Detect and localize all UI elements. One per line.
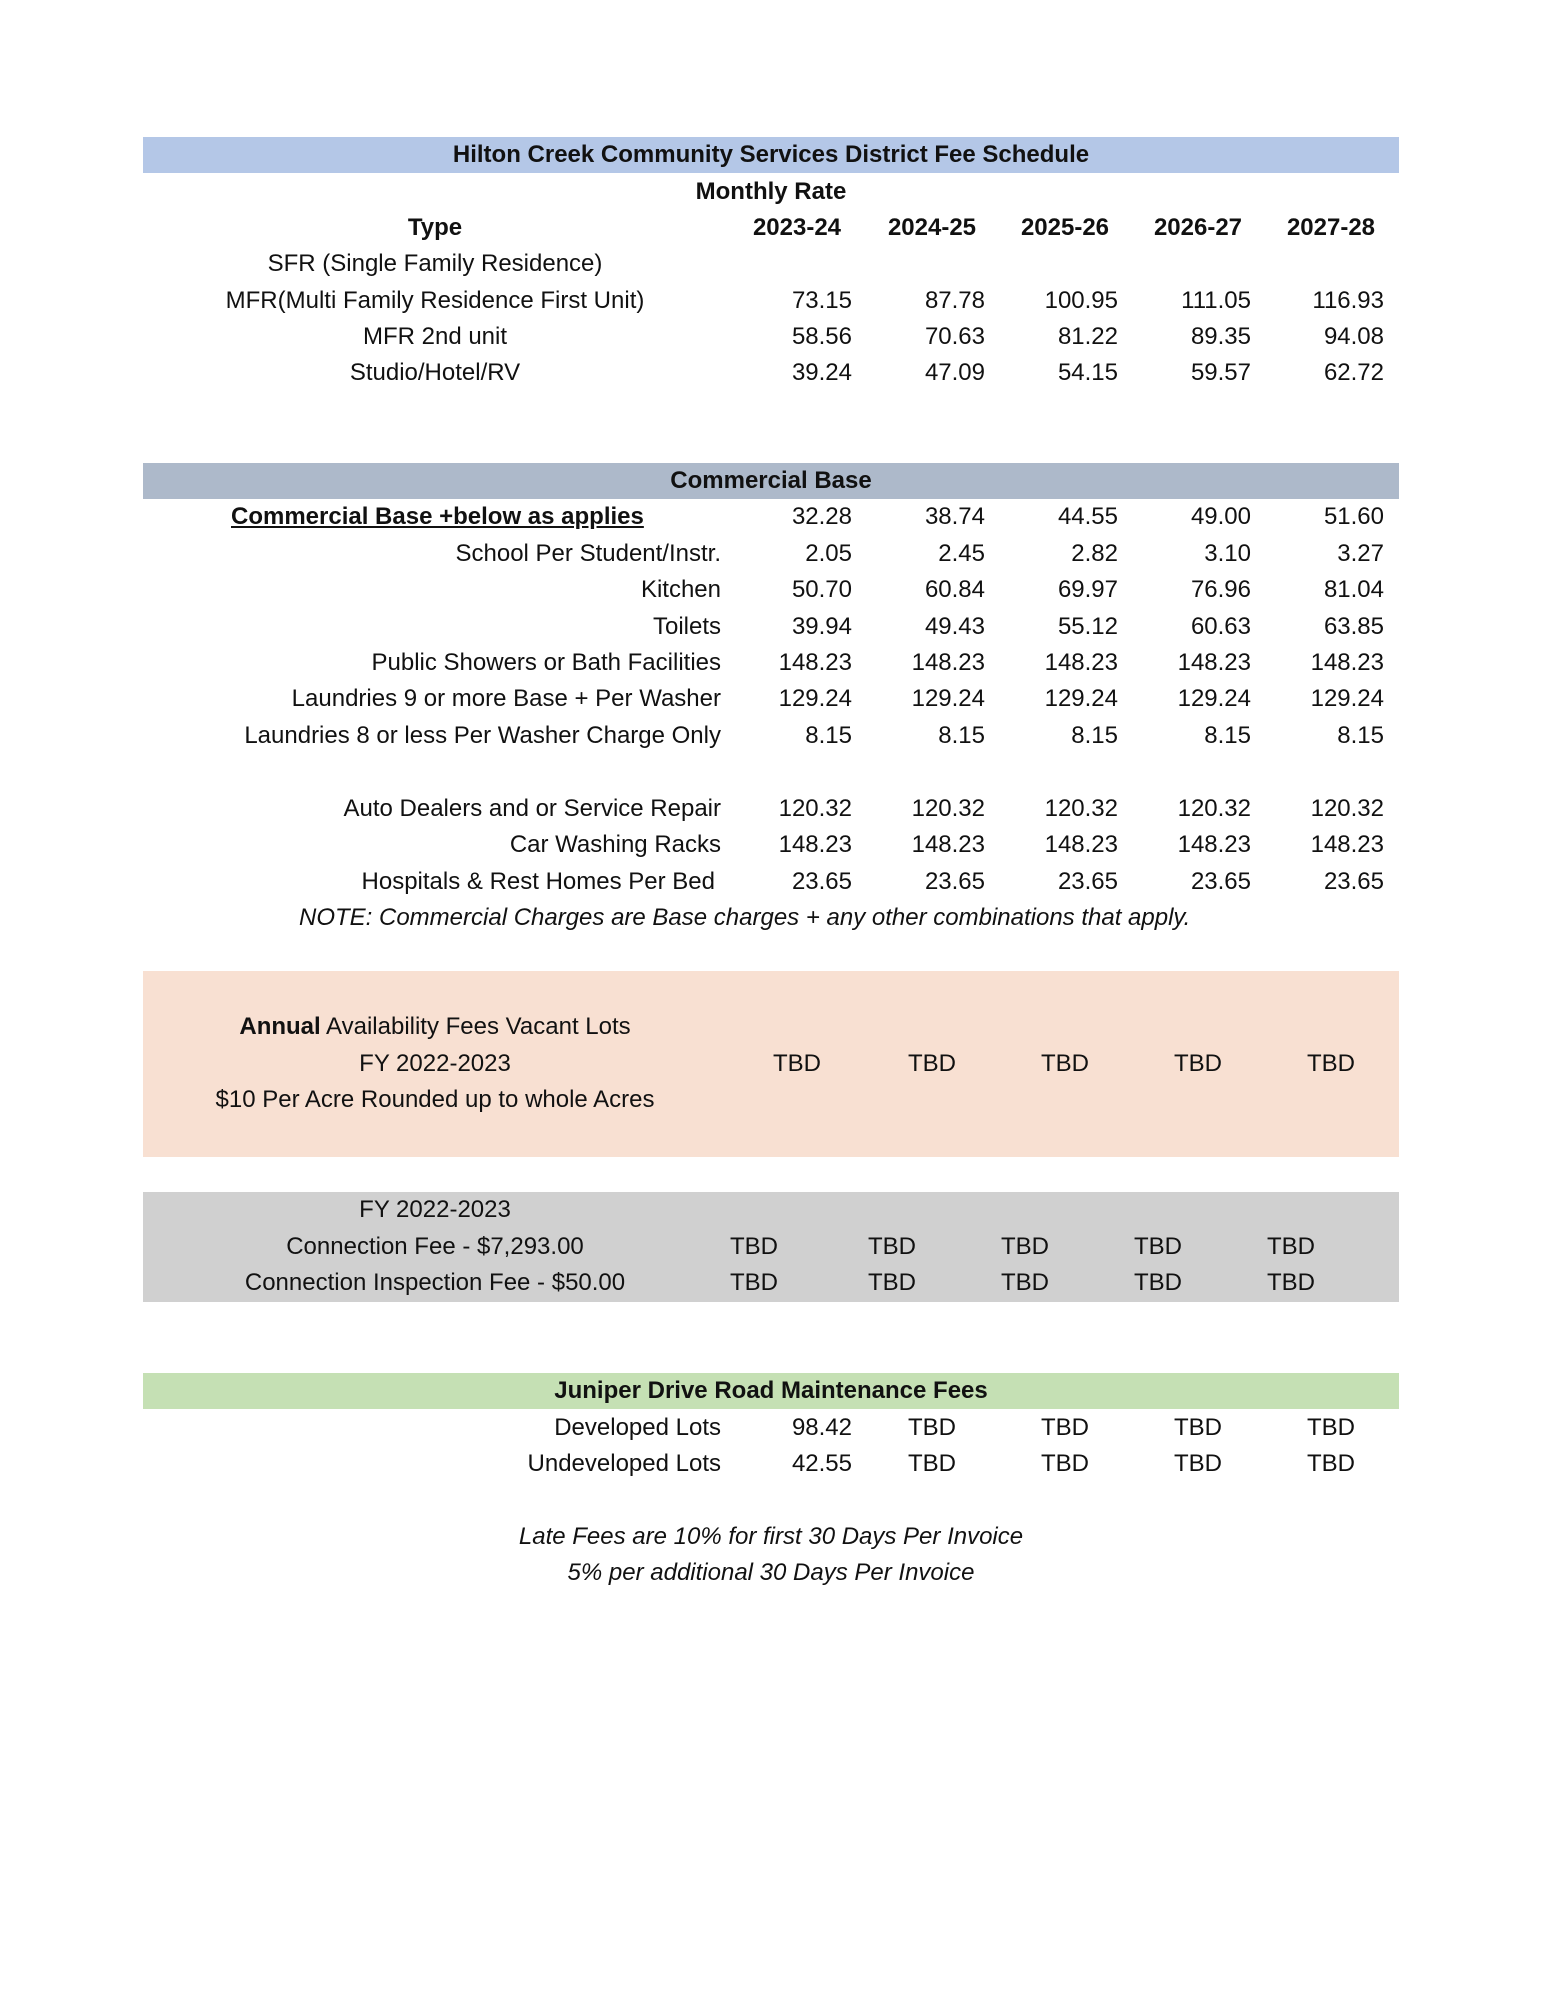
tbd-value: TBD [1041, 1450, 1089, 1477]
rate-value: 87.78 [924, 287, 985, 314]
tbd-value: TBD [1307, 1050, 1355, 1077]
rate-value: 3.10 [1204, 540, 1251, 567]
rate-value: 73.15 [791, 287, 852, 314]
tbd-value: TBD [1001, 1269, 1049, 1296]
rate-value: 129.24 [1310, 685, 1384, 712]
rate-value: 49.43 [924, 613, 985, 640]
row-label: Developed Lots [554, 1414, 721, 1441]
rate-value: 148.23 [1044, 831, 1118, 858]
rate-value: 76.96 [1190, 576, 1251, 603]
residential-row [0, 283, 1546, 319]
rate-value: 49.00 [1190, 503, 1251, 530]
rate-value: 81.22 [1057, 323, 1118, 350]
tbd-value: TBD [908, 1414, 956, 1441]
residential-row [0, 319, 1546, 355]
rate-value: 129.24 [911, 685, 985, 712]
rate-value: 2.05 [805, 540, 852, 567]
rate-value: 50.70 [791, 576, 852, 603]
rate-value: 148.23 [1310, 831, 1384, 858]
rate-value: 120.32 [911, 795, 985, 822]
rate-value: 129.24 [1177, 685, 1251, 712]
rate-value: 120.32 [778, 795, 852, 822]
connection-row [0, 1265, 1546, 1301]
rate-value: 58.56 [791, 323, 852, 350]
year-header-row [0, 210, 1546, 246]
rate-value: 62.72 [1323, 359, 1384, 386]
commercial-row [0, 572, 1546, 608]
rate-value: 120.32 [1044, 795, 1118, 822]
tbd-value: TBD [1134, 1269, 1182, 1296]
rate-value: 70.63 [924, 323, 985, 350]
commercial-row [0, 645, 1546, 681]
tbd-value: TBD [1307, 1450, 1355, 1477]
availability-row [0, 1046, 1546, 1082]
rate-value: 8.15 [938, 722, 985, 749]
year-header: 2024-25 [887, 214, 977, 241]
rate-value: 3.27 [1337, 540, 1384, 567]
monthly-rate-label: Monthly Rate [695, 178, 847, 205]
rate-value: 42.55 [791, 1450, 852, 1477]
rate-value: 63.85 [1323, 613, 1384, 640]
tbd-value: TBD [1041, 1414, 1089, 1441]
residential-row [0, 355, 1546, 391]
row-label: Kitchen [640, 576, 721, 603]
rate-value: 23.65 [1057, 868, 1118, 895]
rate-value: 8.15 [805, 722, 852, 749]
availability-fy: FY 2022-2023 [359, 1050, 511, 1077]
rate-value: 148.23 [911, 831, 985, 858]
rate-value: 38.74 [924, 503, 985, 530]
schedule-title: Hilton Creek Community Services District Fee Schedule [452, 141, 1090, 168]
row-label: Undeveloped Lots [527, 1450, 721, 1477]
type-header: Type [407, 214, 463, 241]
tbd-value: TBD [1001, 1233, 1049, 1260]
tbd-value: TBD [908, 1450, 956, 1477]
tbd-value: TBD [908, 1050, 956, 1077]
rate-value: 39.24 [791, 359, 852, 386]
tbd-value: TBD [1174, 1050, 1222, 1077]
commercial-row [0, 681, 1546, 717]
tbd-value: TBD [730, 1269, 778, 1296]
commercial-row [0, 609, 1546, 645]
row-label: Laundries 8 or less Per Washer Charge Only [244, 722, 721, 749]
rate-value: 55.12 [1057, 613, 1118, 640]
row-label: Connection Inspection Fee - $50.00 [244, 1269, 626, 1296]
juniper-header: Juniper Drive Road Maintenance Fees [554, 1377, 988, 1404]
row-label: Auto Dealers and or Service Repair [343, 795, 721, 822]
rate-value: 8.15 [1204, 722, 1251, 749]
rate-value: 129.24 [1044, 685, 1118, 712]
row-label: Public Showers or Bath Facilities [371, 649, 721, 676]
commercial-row [0, 791, 1546, 827]
commercial-base-row [0, 499, 1546, 535]
residential-row [0, 246, 1546, 282]
tbd-value: TBD [1041, 1050, 1089, 1077]
tbd-value: TBD [1267, 1233, 1315, 1260]
commercial-row [0, 536, 1546, 572]
row-label: MFR 2nd unit [362, 323, 508, 350]
rate-value: 8.15 [1071, 722, 1118, 749]
rate-value: 148.23 [1310, 649, 1384, 676]
rate-value: 39.94 [791, 613, 852, 640]
commercial-row [0, 864, 1546, 900]
rate-value: 148.23 [778, 831, 852, 858]
rate-value: 148.23 [778, 649, 852, 676]
rate-value: 23.65 [1190, 868, 1251, 895]
rate-value: 47.09 [924, 359, 985, 386]
rate-value: 44.55 [1057, 503, 1118, 530]
availability-rule: $10 Per Acre Rounded up to whole Acres [215, 1086, 655, 1113]
commercial-row [0, 718, 1546, 754]
rate-value: 51.60 [1323, 503, 1384, 530]
rate-value: 59.57 [1190, 359, 1251, 386]
tbd-value: TBD [1174, 1414, 1222, 1441]
rate-value: 89.35 [1190, 323, 1251, 350]
row-label: Connection Fee - $7,293.00 [286, 1233, 584, 1260]
year-header: 2027-28 [1286, 214, 1376, 241]
rate-value: 81.04 [1323, 576, 1384, 603]
juniper-row [0, 1446, 1546, 1482]
rate-value: 120.32 [1310, 795, 1384, 822]
late-fee-note: 5% per additional 30 Days Per Invoice [567, 1559, 975, 1586]
juniper-row [0, 1410, 1546, 1446]
rate-value: 120.32 [1177, 795, 1251, 822]
rate-value: 129.24 [778, 685, 852, 712]
rate-value: 148.23 [1177, 649, 1251, 676]
rate-value: 98.42 [791, 1414, 852, 1441]
rate-value: 148.23 [1177, 831, 1251, 858]
tbd-value: TBD [1307, 1414, 1355, 1441]
tbd-value: TBD [1134, 1233, 1182, 1260]
commercial-note: NOTE: Commercial Charges are Base charges + any other combinations that apply. [299, 904, 1191, 931]
year-header: 2025-26 [1020, 214, 1110, 241]
late-fee-note: Late Fees are 10% for first 30 Days Per Invoice [518, 1523, 1024, 1550]
rate-value: 116.93 [1312, 287, 1384, 314]
rate-value: 60.63 [1190, 613, 1251, 640]
rate-value: 8.15 [1337, 722, 1384, 749]
tbd-value: TBD [773, 1050, 821, 1077]
tbd-value: TBD [1174, 1450, 1222, 1477]
rate-value: 2.45 [938, 540, 985, 567]
connection-fy: FY 2022-2023 [359, 1196, 511, 1223]
rate-value: 32.28 [791, 503, 852, 530]
row-label: Car Washing Racks [509, 831, 721, 858]
rate-value: 100.95 [1044, 287, 1118, 314]
row-label: MFR(Multi Family Residence First Unit) [225, 287, 645, 314]
row-label: School Per Student/Instr. [455, 540, 721, 567]
rate-value: 111.05 [1181, 287, 1251, 314]
tbd-value: TBD [868, 1269, 916, 1296]
connection-row [0, 1229, 1546, 1265]
rate-value: 148.23 [911, 649, 985, 676]
rate-value: 148.23 [1044, 649, 1118, 676]
rate-value: 60.84 [924, 576, 985, 603]
rate-value: 54.15 [1057, 359, 1118, 386]
row-label: Hospitals & Rest Homes Per Bed [361, 868, 715, 895]
rate-value: 94.08 [1323, 323, 1384, 350]
commercial-row [0, 827, 1546, 863]
row-label: SFR (Single Family Residence) [267, 250, 603, 277]
rate-value: 23.65 [791, 868, 852, 895]
rate-value: 23.65 [1323, 868, 1384, 895]
row-label: Laundries 9 or more Base + Per Washer [291, 685, 721, 712]
commercial-header: Commercial Base [670, 467, 872, 494]
commercial-base-label: Commercial Base +below as applies [231, 503, 644, 530]
availability-title [143, 1009, 727, 1045]
tbd-value: TBD [868, 1233, 916, 1260]
row-label: Studio/Hotel/RV [349, 359, 521, 386]
availability-title-rest: Availability Fees Vacant Lots [320, 1013, 631, 1040]
tbd-value: TBD [730, 1233, 778, 1260]
rate-value: 2.82 [1071, 540, 1118, 567]
year-header: 2023-24 [752, 214, 842, 241]
rate-value: 69.97 [1057, 576, 1118, 603]
availability-annual: Annual [239, 1013, 321, 1040]
year-header: 2026-27 [1153, 214, 1243, 241]
rate-value: 23.65 [924, 868, 985, 895]
tbd-value: TBD [1267, 1269, 1315, 1296]
row-label: Toilets [652, 613, 721, 640]
